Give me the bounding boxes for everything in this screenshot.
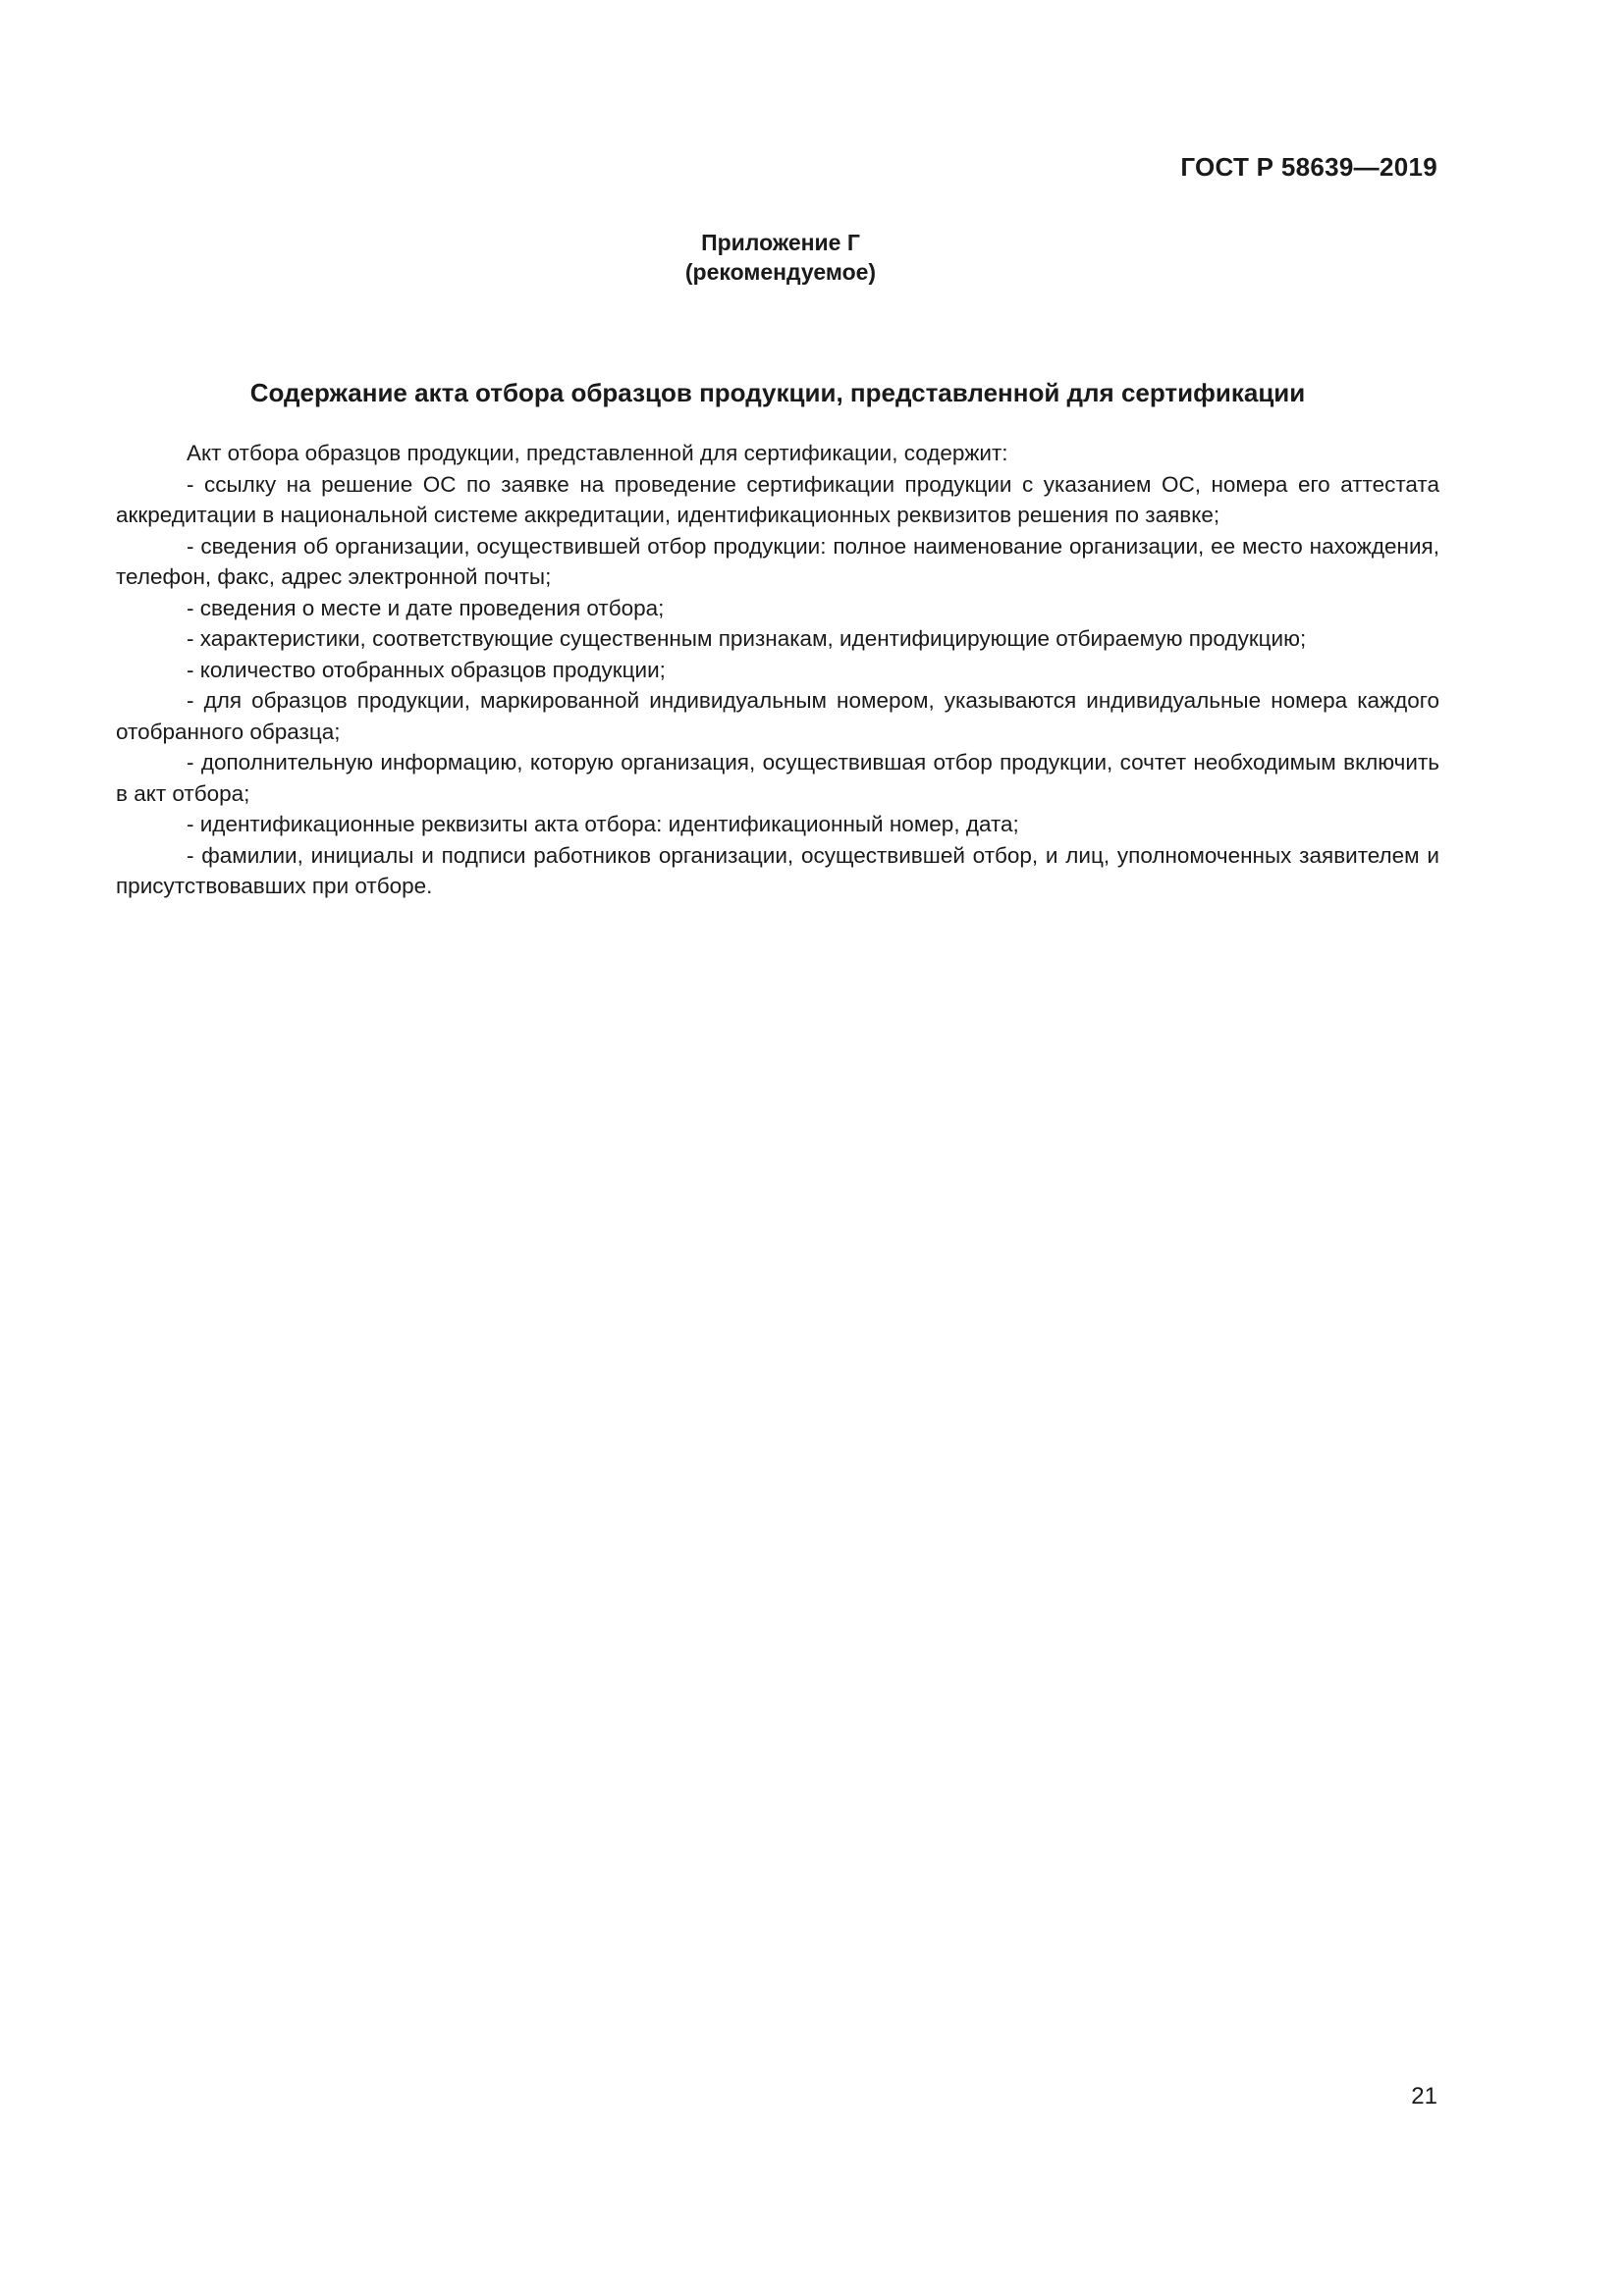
- body-text: [116, 438, 1439, 902]
- list-item: - количество отобранных образцов продукции;: [187, 657, 666, 682]
- list-item: - идентификационные реквизиты акта отбора: идентификационный номер, дата;: [187, 812, 1019, 836]
- list-item: - дополнительную информацию, которую организация, осуществившая отбор продукции, сочтет необходимым включить в акт отбора;: [116, 750, 1439, 806]
- appendix-status: (рекомендуемое): [684, 259, 877, 285]
- appendix-heading: [0, 228, 1561, 287]
- section-title: Содержание акта отбора образцов продукции, представленной для сертификации: [249, 378, 1306, 407]
- list-item: - сведения об организации, осуществившей отбор продукции: полное наименование организации, ее место нахождения, телефон, факс, адрес электронной почты;: [116, 533, 1439, 589]
- list-item: - ссылку на решение ОС по заявке на проведение сертификации продукции с указанием ОС, номера его аттестата аккредитации в национальной системе аккредитации, идентификационных реквизитов решения по заявке;: [116, 471, 1439, 527]
- list-item: - для образцов продукции, маркированной индивидуальным номером, указываются индивидуальные номера каждого отобранного образца;: [116, 688, 1439, 744]
- appendix-title: Приложение Г: [701, 230, 860, 255]
- page-number: 21: [1411, 2083, 1437, 2109]
- document-code: ГОСТ Р 58639—2019: [1180, 152, 1437, 182]
- list-item: - сведения о месте и дате проведения отбора;: [187, 595, 665, 620]
- list-item: - фамилии, инициалы и подписи работников организации, осуществившей отбор, и лиц, уполномоченных заявителем и присутствовавших при отборе.: [116, 842, 1439, 898]
- intro-paragraph: Акт отбора образцов продукции, представленной для сертификации, содержит:: [187, 441, 1008, 465]
- list-item: - характеристики, соответствующие существенным признакам, идентифицирующие отбираемую продукцию;: [187, 626, 1307, 651]
